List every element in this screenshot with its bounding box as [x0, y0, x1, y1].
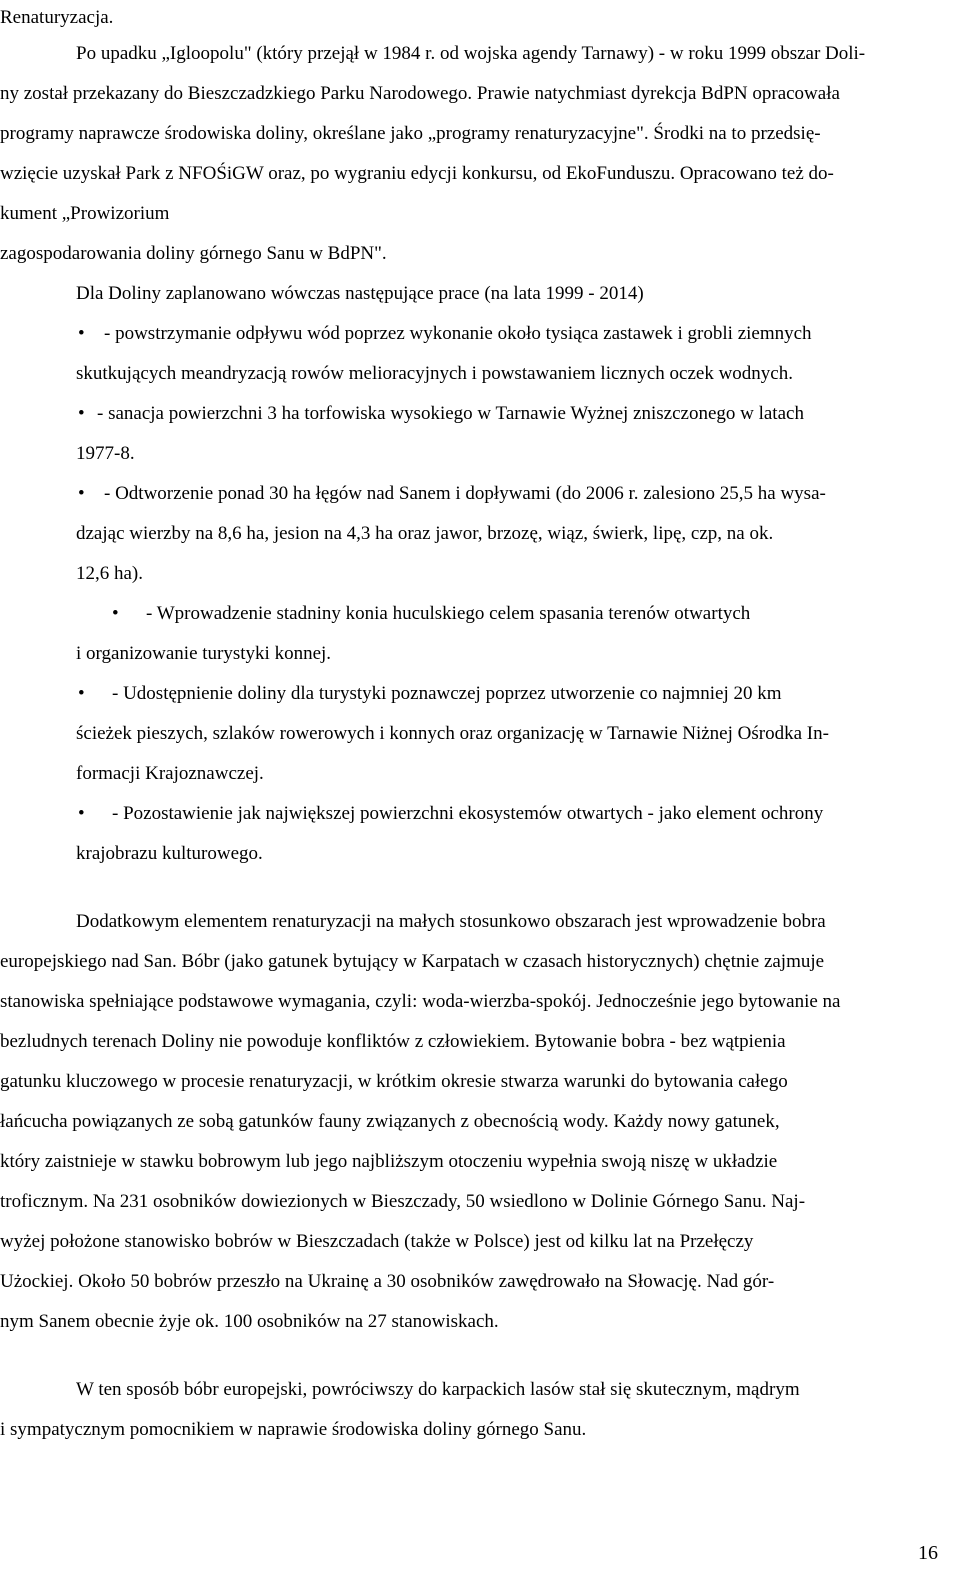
bullet-icon: •: [78, 483, 85, 504]
heading: Renaturyzacja.: [0, 7, 114, 28]
list-item: 12,6 ha).: [76, 563, 144, 584]
paragraph-line: wzięcie uzyskał Park z NFOŚiGW oraz, po wygraniu edycji konkursu, od EkoFunduszu. Opracowano też do-: [0, 163, 834, 184]
paragraph-line: łańcucha powiązanych ze sobą gatunków fauny związanych z obecnością wody. Każdy nowy gatunek,: [0, 1111, 780, 1132]
list-intro: Dla Doliny zaplanowano wówczas następujące prace (na lata 1999 - 2014): [76, 283, 644, 304]
paragraph-line: wyżej położone stanowisko bobrów w Bieszczadach (także w Polsce) jest od kilku lat na Przełęczy: [0, 1231, 754, 1252]
paragraph-line: który zaistnieje w stawku bobrowym lub jego najbliższym otoczeniu wypełnia swoją niszę w układzie: [0, 1151, 778, 1172]
paragraph-line: europejskiego nad San. Bóbr (jako gatunek bytujący w Karpatach w czasach historycznych) chętnie zajmuje: [0, 951, 825, 972]
list-item: krajobrazu kulturowego.: [76, 843, 263, 864]
paragraph-line: zagospodarowania doliny górnego Sanu w BdPN".: [0, 243, 387, 264]
list-item: i organizowanie turystyki konnej.: [76, 643, 332, 664]
bullet-icon: •: [112, 603, 119, 624]
list-item: - sanacja powierzchni 3 ha torfowiska wysokiego w Tarnawie Wyżnej zniszczonego w latach: [97, 403, 804, 424]
list-item: - Pozostawienie jak największej powierzchni ekosystemów otwartych - jako element ochrony: [112, 803, 824, 824]
paragraph-line: Po upadku „Igloopolu" (który przejął w 1984 r. od wojska agendy Tarnawy) - w roku 1999 obszar Doli-: [76, 43, 866, 64]
list-item: dzając wierzby na 8,6 ha, jesion na 4,3 ha oraz jawor, brzozę, wiąz, świerk, lipę, czp, na ok.: [76, 523, 774, 544]
paragraph-line: stanowiska spełniające podstawowe wymagania, czyli: woda-wierzba-spokój. Jednocześnie jego bytowanie na: [0, 991, 841, 1012]
paragraph-line: bezludnych terenach Doliny nie powoduje konfliktów z człowiekiem. Bytowanie bobra - bez wątpienia: [0, 1031, 786, 1052]
paragraph-line: gatunku kluczowego w procesie renaturyzacji, w krótkim okresie stwarza warunki do bytowania całego: [0, 1071, 788, 1092]
paragraph-line: i sympatycznym pomocnikiem w naprawie środowiska doliny górnego Sanu.: [0, 1419, 587, 1440]
paragraph-line: W ten sposób bóbr europejski, powróciwszy do karpackich lasów stał się skutecznym, mądrym: [76, 1379, 800, 1400]
bullet-icon: •: [78, 683, 85, 704]
paragraph-line: kument „Prowizorium: [0, 203, 170, 224]
page-number: 16: [918, 1542, 938, 1564]
paragraph-line: nym Sanem obecnie żyje ok. 100 osobników na 27 stanowiskach.: [0, 1311, 499, 1332]
bullet-icon: •: [78, 403, 85, 424]
list-item: formacji Krajoznawczej.: [76, 763, 264, 784]
bullet-icon: •: [78, 323, 85, 344]
bullet-icon: •: [78, 803, 85, 824]
paragraph-line: programy naprawcze środowiska doliny, określane jako „programy renaturyzacyjne". Środki na to przedsię-: [0, 123, 821, 144]
paragraph-line: troficznym. Na 231 osobników dowiezionych w Bieszczady, 50 wsiedlono w Dolinie Górnego Sanu. Naj-: [0, 1191, 806, 1212]
list-item: - Odtworzenie ponad 30 ha łęgów nad Sanem i dopływami (do 2006 r. zalesiono 25,5 ha wysa-: [104, 483, 826, 504]
list-item: - powstrzymanie odpływu wód poprzez wykonanie około tysiąca zastawek i grobli ziemnych: [104, 323, 812, 344]
list-item: - Udostępnienie doliny dla turystyki poznawczej poprzez utworzenie co najmniej 20 km: [112, 683, 782, 704]
list-item: ścieżek pieszych, szlaków rowerowych i konnych oraz organizację w Tarnawie Niżnej Ośrodka In-: [76, 723, 829, 744]
list-item: 1977-8.: [76, 443, 135, 464]
list-item: - Wprowadzenie stadniny konia huculskiego celem spasania terenów otwartych: [146, 603, 751, 624]
paragraph-line: Użockiej. Około 50 bobrów przeszło na Ukrainę a 30 osobników zawędrowało na Słowację. Nad gór-: [0, 1271, 775, 1292]
list-item: skutkujących meandryzacją rowów melioracyjnych i powstawaniem licznych oczek wodnych.: [76, 363, 793, 384]
paragraph-line: ny został przekazany do Bieszczadzkiego Parku Narodowego. Prawie natychmiast dyrekcja BdPN opracowała: [0, 83, 840, 104]
paragraph-line: Dodatkowym elementem renaturyzacji na małych stosunkowo obszarach jest wprowadzenie bobra: [76, 911, 826, 932]
